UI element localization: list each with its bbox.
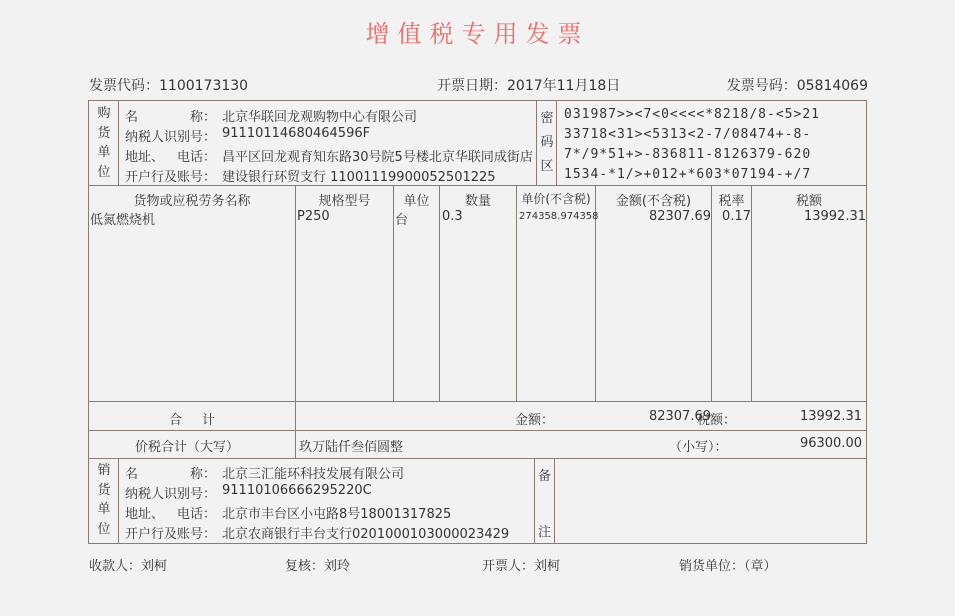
invoice-table: [88, 100, 867, 544]
payee-label: 收款人：: [89, 559, 142, 574]
header-tax-rate: 税率: [718, 194, 745, 209]
reviewer-label: 复核：: [285, 559, 325, 574]
buyer-tax-id-label: 纳税人识别号：: [125, 130, 217, 145]
buyer-name: 北京华联回龙观购物中心有限公司: [222, 110, 418, 125]
divider-remarks-label: [554, 458, 555, 543]
divider-totals-bottom: [89, 430, 866, 431]
cipher-line-3: 7*/9*51+>-836811-8126379-620: [564, 147, 812, 162]
reviewer: [285, 555, 350, 574]
divider-items-qty: [516, 185, 517, 401]
cipher-text: [564, 105, 864, 185]
total-small-label: （小写）：: [669, 440, 728, 455]
remarks-char-2: 注: [538, 525, 552, 540]
payee-name: 刘柯: [141, 559, 168, 574]
cipher-char-2: 码: [540, 135, 554, 150]
buyer-address-label-right: 电话：: [177, 150, 217, 165]
divider-seller-label: [118, 458, 119, 543]
total-label-ji: 计: [202, 413, 216, 428]
buyer-char-1: 购: [97, 106, 111, 121]
seller-section-label: [95, 461, 113, 539]
cipher-line-2: 33718<31><5313<2-7/08474+-8-: [564, 127, 812, 142]
header-quantity: 数量: [464, 194, 491, 209]
seller-tax-id: 91110106666295220C: [222, 483, 372, 498]
buyer-name-label-left: 名: [125, 110, 139, 125]
cipher-section-label: [538, 107, 556, 179]
header-unit: 单位: [403, 194, 430, 209]
buyer-char-3: 单: [97, 145, 111, 160]
invoice-date-value: 2017年11月18日: [507, 78, 621, 94]
buyer-char-2: 货: [97, 125, 111, 141]
divider-sum-bottom: [89, 458, 866, 459]
cipher-line-4: 1534-*1/>+012+*603*07194-+/7: [564, 167, 812, 182]
seller-char-2: 货: [97, 482, 111, 498]
total-amount: 82307.69: [648, 409, 711, 424]
seller-char-3: 单: [97, 502, 111, 517]
issuer-name: 刘柯: [534, 559, 561, 574]
item-spec: P250: [297, 209, 330, 224]
seller-address-label-right: 电话：: [177, 507, 217, 522]
item-amount: 82307.69: [648, 209, 711, 224]
seller-name: 北京三汇能环科技发展有限公司: [222, 467, 405, 482]
invoice-title: 增值税专用发票: [365, 20, 590, 48]
invoice-code-label: 发票代码：: [89, 78, 159, 94]
item-quantity: 0.3: [442, 209, 463, 224]
item-tax-amount: 13992.31: [803, 209, 866, 224]
buyer-bank-label: 开户行及账号：: [125, 170, 217, 185]
seller-address: 北京市丰台区小屯路8号18001317825: [222, 507, 452, 522]
cipher-char-1: 密: [540, 111, 554, 126]
divider-items-unit: [439, 185, 440, 401]
invoice-number: [727, 75, 868, 95]
seller-bank: 北京农商银行丰台支行0201000103000023429: [222, 527, 510, 542]
divider-items-bottom: [89, 401, 866, 402]
buyer-tax-id: 91110114680464596F: [222, 126, 371, 141]
seller-char-4: 位: [97, 521, 111, 537]
item-unit-price: 274358.974358: [519, 211, 599, 222]
total-tax: 13992.31: [799, 409, 862, 424]
buyer-section-label: [95, 104, 113, 182]
seller-unit-stamp: 销货单位：（章）: [679, 559, 777, 574]
reviewer-name: 刘玲: [324, 559, 351, 574]
cipher-char-3: 区: [540, 159, 554, 174]
seller-char-1: 销: [97, 463, 111, 478]
seller-name-label-right: 称：: [190, 467, 217, 482]
total-tax-label: 税额：: [697, 413, 737, 428]
remarks-char-1: 备: [538, 469, 552, 484]
invoice-number-label: 发票号码：: [726, 78, 797, 94]
total-words: 玖万陆仟叁佰圆整: [299, 440, 404, 455]
divider-remarks-left: [534, 458, 535, 543]
divider-buyer-label: [118, 101, 119, 185]
payee: [89, 555, 167, 574]
header-goods-name: 货物或应税劳务名称: [133, 194, 251, 209]
invoice-date-label: 开票日期：: [437, 78, 507, 94]
item-name: 低氮燃烧机: [90, 213, 156, 228]
divider-cipher-left: [536, 101, 537, 185]
issuer: [482, 555, 560, 574]
cipher-line-1: 031987>><7<0<<<<*8218/8-<5>21: [564, 107, 820, 122]
invoice-date: [437, 75, 620, 95]
item-tax-rate: 0.17: [722, 209, 751, 224]
seller-address-label-left: 地址、: [125, 507, 165, 522]
divider-items-spec: [393, 185, 394, 401]
header-amount: 金额(不含税): [615, 194, 692, 209]
divider-buyer-bottom: [89, 185, 866, 186]
invoice-number-value: 05814069: [796, 78, 868, 94]
total-small: 96300.00: [799, 436, 862, 451]
total-amount-label: 金额：: [515, 413, 555, 428]
header-spec: 规格型号: [318, 194, 371, 209]
divider-cipher-label: [556, 101, 557, 185]
item-unit: 台: [395, 213, 409, 228]
buyer-address: 昌平区回龙观育知东路30号院5号楼北京华联同成街店: [222, 150, 533, 165]
seller-tax-id-label: 纳税人识别号：: [125, 487, 217, 502]
invoice-code-value: 1100173130: [159, 78, 249, 94]
total-label-he: 合: [169, 413, 183, 428]
issuer-label: 开票人：: [482, 559, 535, 574]
seller-name-label-left: 名: [125, 467, 139, 482]
seller-bank-label: 开户行及账号：: [125, 527, 217, 542]
buyer-char-4: 位: [97, 164, 111, 180]
header-tax-amount: 税额: [795, 194, 822, 209]
header-unit-price: 单价(不含税): [521, 192, 591, 206]
divider-items-name: [295, 185, 296, 458]
invoice-code: [89, 75, 248, 95]
buyer-bank: 建设银行环贸支行 11001119900052501225: [222, 170, 496, 185]
total-words-label: 价税合计（大写）: [135, 440, 240, 455]
buyer-name-label-right: 称：: [190, 110, 217, 125]
buyer-address-label-left: 地址、: [125, 150, 165, 165]
